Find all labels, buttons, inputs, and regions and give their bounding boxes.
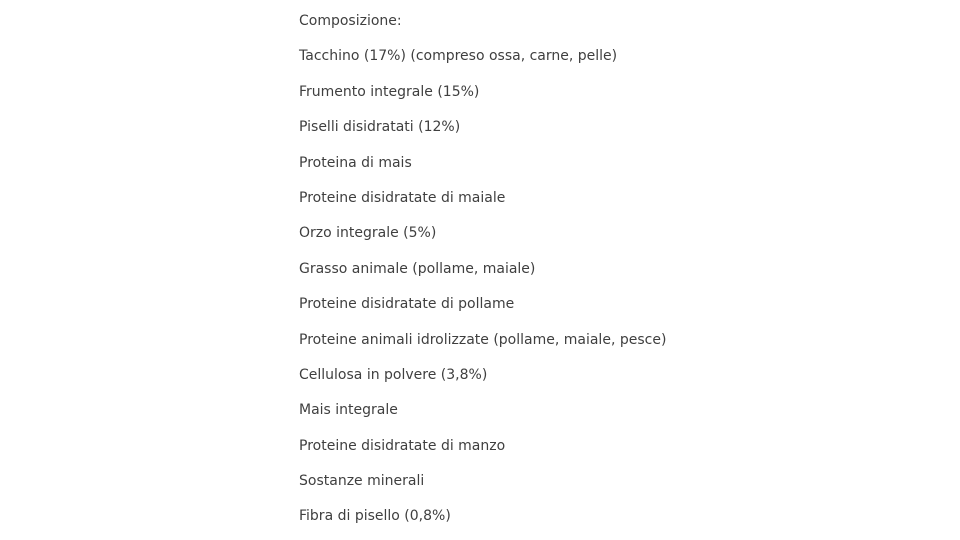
ingredient-item: Proteine animali idrolizzate (pollame, maiale, pesce) (299, 331, 667, 348)
ingredient-item: Grasso animale (pollame, maiale) (299, 260, 536, 277)
ingredient-item: Proteine disidratate di manzo (299, 437, 506, 454)
composition-list (299, 11, 666, 540)
composition-heading: Composizione: (299, 13, 402, 29)
ingredient-item: Fibra di pisello (0,8%) (299, 508, 451, 525)
ingredient-item: Piselli disidratati (12%) (299, 119, 461, 136)
ingredient-item: Proteina di mais (299, 154, 412, 171)
ingredient-item: Proteine disidratate di pollame (299, 296, 515, 313)
ingredient-item: Cellulosa in polvere (3,8%) (299, 366, 488, 383)
ingredient-item: Mais integrale (299, 402, 398, 419)
ingredient-item: Frumento integrale (15%) (299, 83, 480, 100)
ingredient-item: Proteine disidratate di maiale (299, 189, 506, 206)
ingredient-item: Orzo integrale (5%) (299, 225, 437, 242)
ingredient-item: Tacchino (17%) (compreso ossa, carne, pelle) (299, 48, 618, 65)
ingredient-item: Sostanze minerali (299, 473, 425, 490)
